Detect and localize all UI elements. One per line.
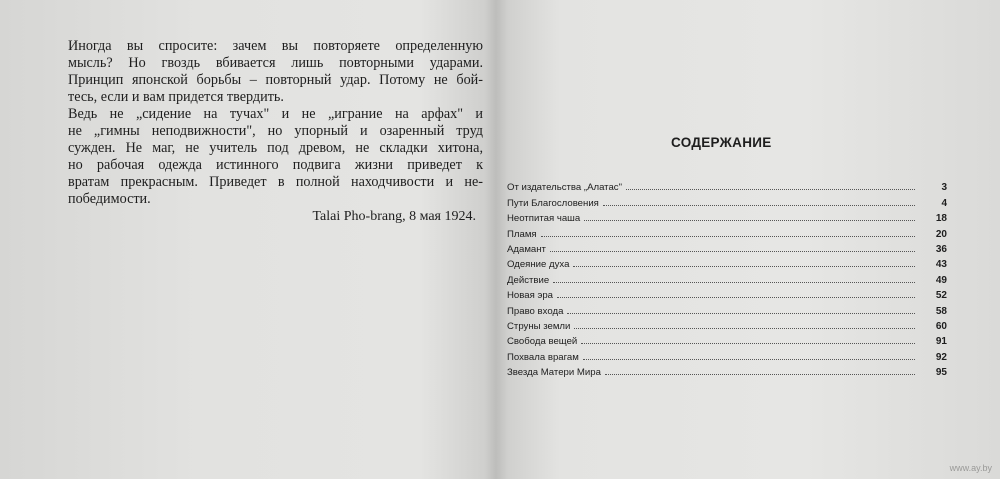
toc-item-page: 58 [935, 305, 947, 317]
toc-item [507, 255, 947, 270]
toc-leader-dots [584, 220, 915, 221]
toc-item [507, 347, 947, 362]
toc-leader-dots [573, 266, 915, 267]
toc-item-title: Действие [507, 274, 550, 286]
toc-item-page: 95 [935, 367, 947, 379]
toc-item-title: Похвала врагам [507, 351, 579, 363]
toc-item-title: Свобода вещей [507, 336, 578, 348]
toc-item-page: 20 [935, 228, 947, 240]
toc-item-title: Новая эра [507, 290, 554, 302]
watermark: www.ay.by [949, 463, 992, 473]
toc-leader-dots [574, 328, 915, 329]
toc-leader-dots [605, 374, 915, 375]
toc-leader-dots [553, 282, 915, 283]
toc-item-title: Адамант [507, 243, 546, 255]
toc-leader-dots [550, 251, 915, 252]
toc-item [507, 193, 947, 208]
text-line: но рабочая одежда истинного подвига жизни приведет к [68, 157, 483, 173]
toc-item-page: 49 [935, 274, 947, 286]
signature-date: Talai Pho-brang, 8 мая 1924. [312, 209, 476, 224]
toc-item [507, 240, 947, 255]
toc-item-title: Пламя [507, 228, 537, 240]
text-line: Принцип японской борьбы – повторный удар. Потому не бой- [68, 72, 483, 88]
toc-item [507, 363, 947, 378]
text-line: мысль? Но гвоздь вбивается лишь повторными ударами. [68, 55, 483, 71]
text-line: тесь, если и вам придется твердить. [68, 89, 284, 105]
toc-item-title: От издательства „Алатас" [507, 182, 623, 194]
text-line: Иногда вы спросите: зачем вы повторяете определенную [68, 38, 483, 54]
toc-item-page: 43 [935, 259, 947, 271]
toc-item-title: Пути Благословения [507, 197, 599, 209]
toc-title: СОДЕРЖАНИЕ [671, 135, 772, 150]
toc-leader-dots [557, 297, 915, 298]
toc-item-title: Неотпитая чаша [507, 213, 581, 225]
toc-item [507, 270, 947, 285]
toc-leader-dots [626, 189, 915, 190]
toc-item-page: 92 [935, 351, 947, 363]
toc-item [507, 317, 947, 332]
paragraph-1 [68, 38, 483, 106]
toc-list [507, 178, 947, 378]
toc-item-page: 91 [935, 336, 947, 348]
toc-leader-dots [603, 205, 915, 206]
toc-item [507, 286, 947, 301]
toc-item-page: 18 [935, 213, 947, 225]
toc-item [507, 332, 947, 347]
text-line: вратам прекрасным. Приведет в полной находчивости и не- [68, 174, 483, 190]
text-line: Ведь не „сидение на тучах" и не „играние на арфах" и [68, 106, 483, 122]
toc-leader-dots [583, 359, 915, 360]
toc-item-page: 4 [941, 197, 947, 209]
toc-item-page: 36 [935, 243, 947, 255]
toc-item [507, 209, 947, 224]
text-line: сужден. Не маг, не учитель под древом, не складки хитона, [68, 140, 483, 156]
toc-item-title: Струны земли [507, 320, 571, 332]
text-line: не „гимны неподвижности", но упорный и озаренный труд [68, 123, 483, 139]
toc-item [507, 178, 947, 193]
toc-item-title: Звезда Матери Мира [507, 367, 601, 379]
toc-leader-dots [567, 313, 915, 314]
left-page [68, 38, 483, 224]
toc-item-title: Одеяние духа [507, 259, 570, 271]
toc-item [507, 301, 947, 316]
toc-item [507, 224, 947, 239]
toc-item-page: 3 [941, 182, 947, 194]
paragraph-2 [68, 106, 483, 208]
toc-item-title: Право входа [507, 305, 564, 317]
text-line: победимости. [68, 191, 151, 207]
toc-item-page: 60 [935, 320, 947, 332]
toc-leader-dots [581, 343, 915, 344]
toc-item-page: 52 [935, 290, 947, 302]
toc-leader-dots [541, 236, 915, 237]
